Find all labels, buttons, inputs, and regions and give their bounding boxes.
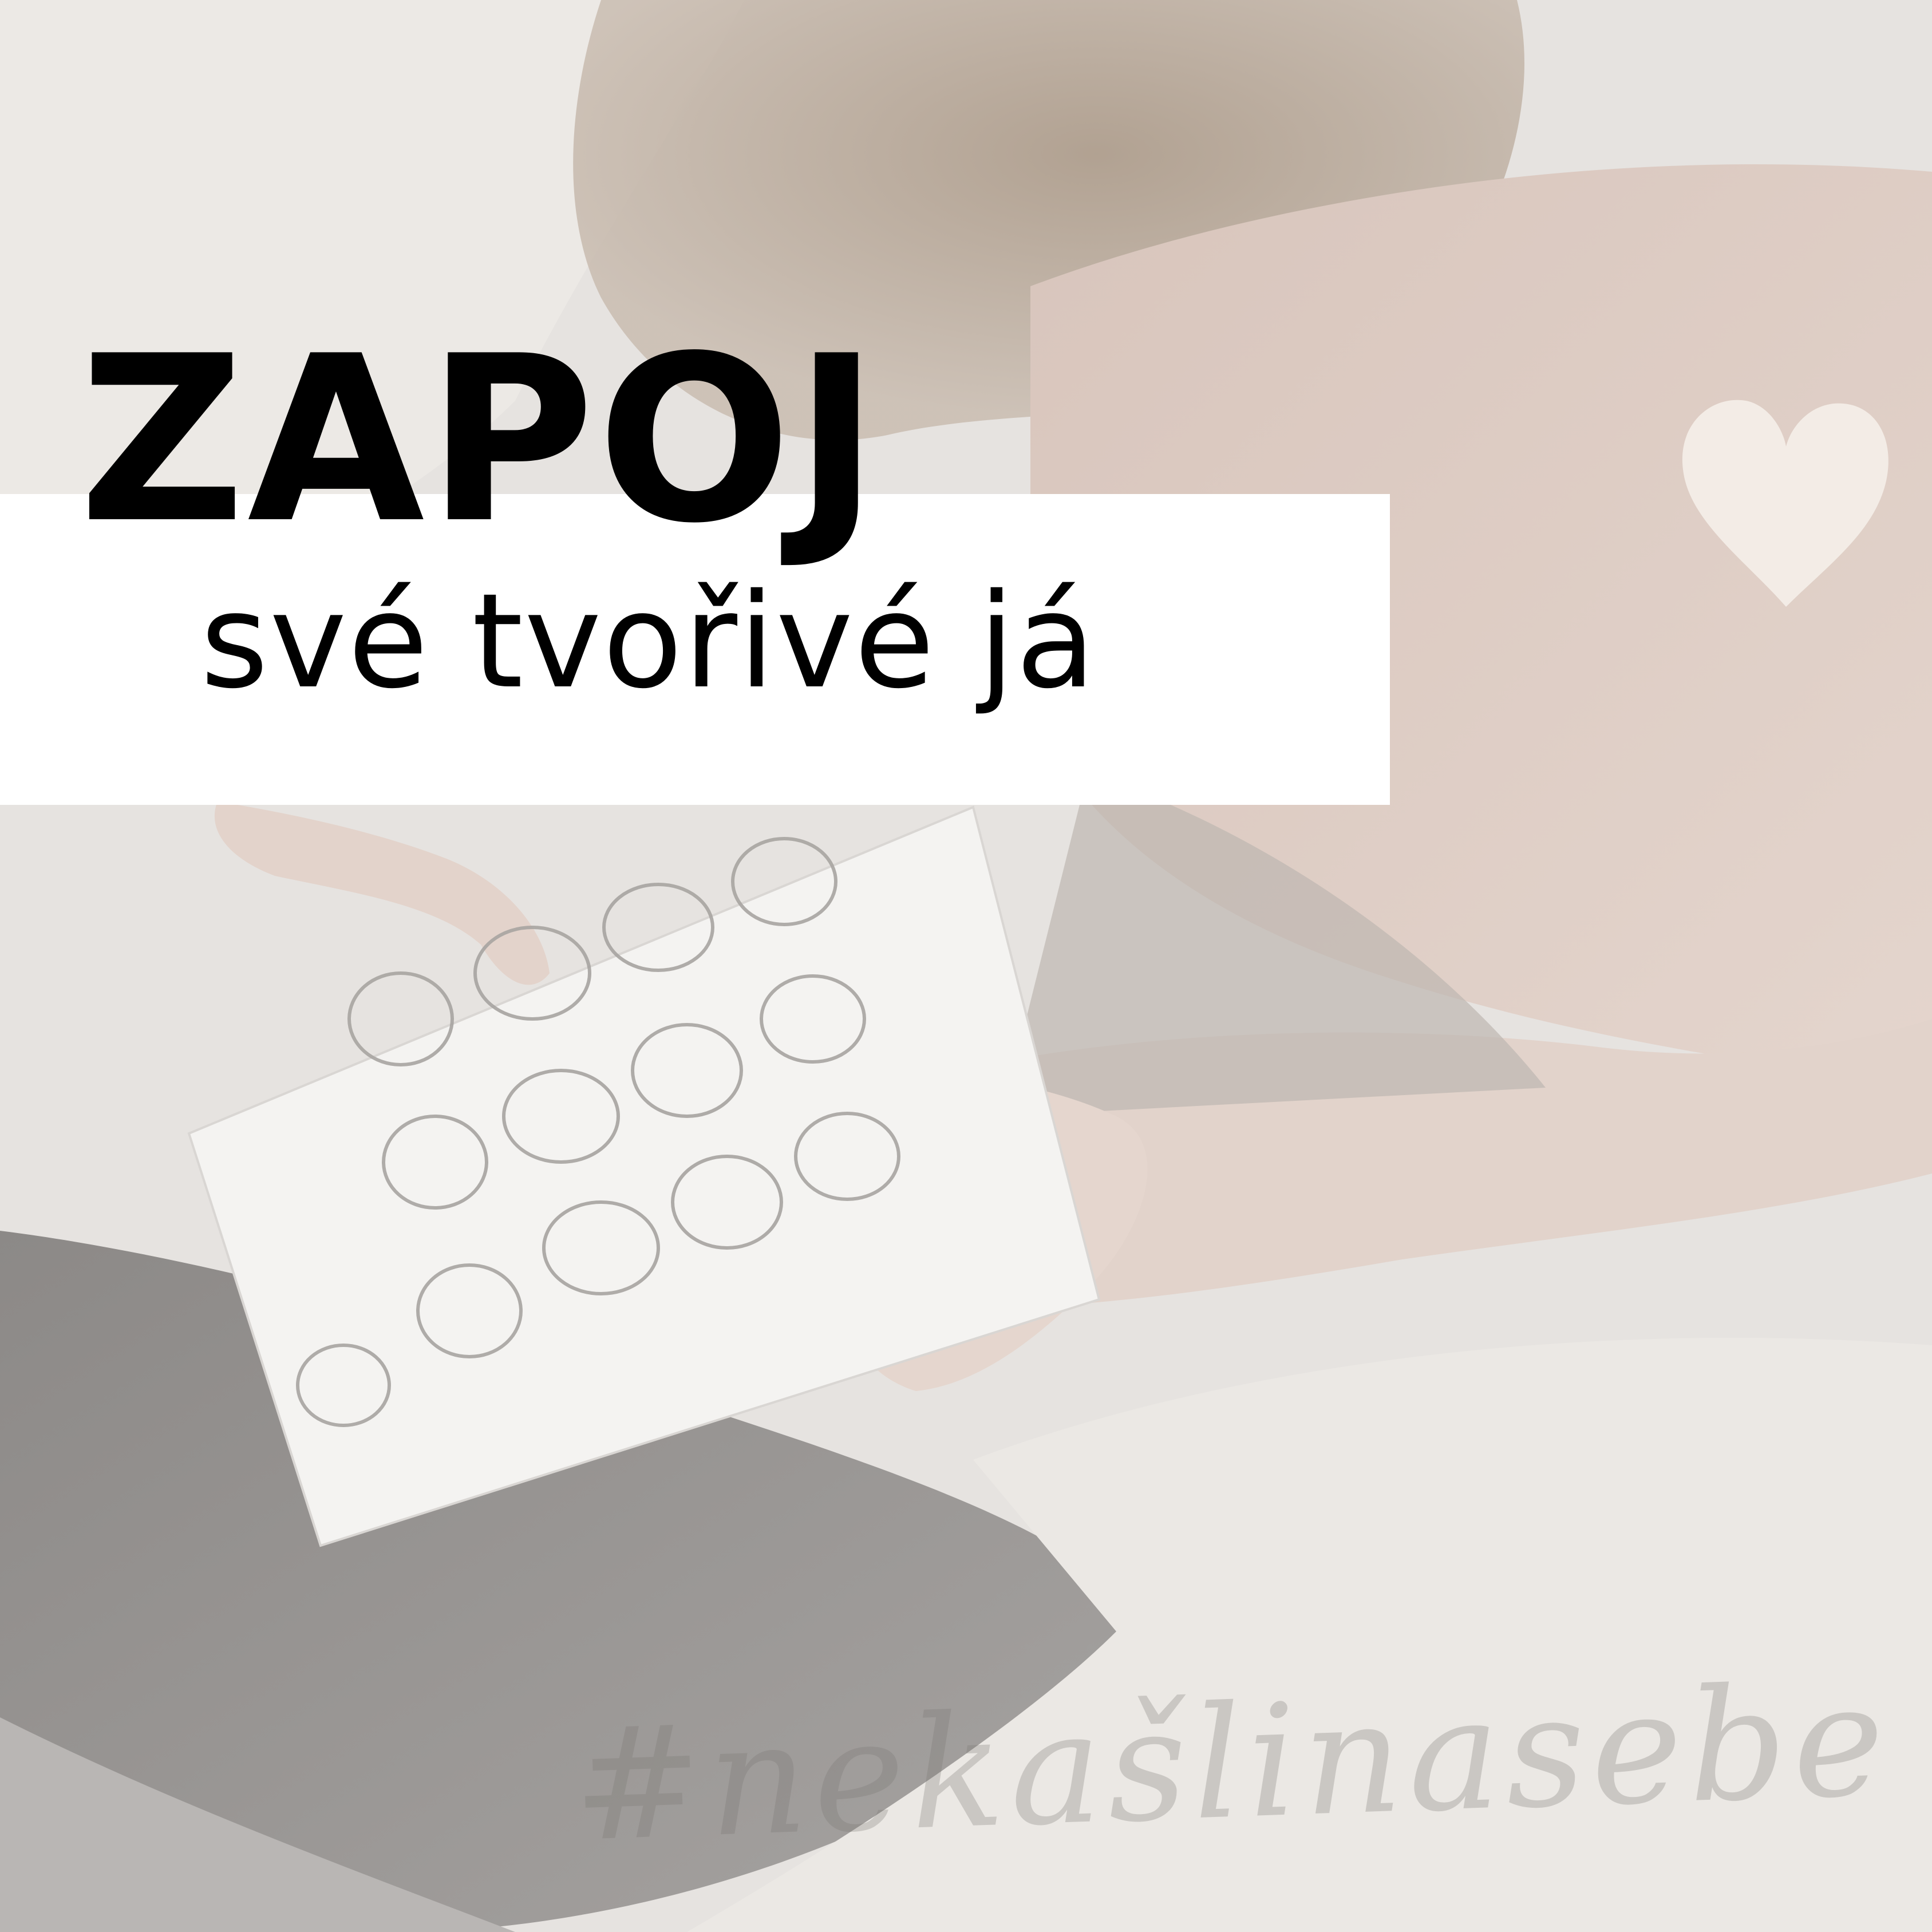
headline-subtitle: své tvořivé já — [200, 565, 1097, 717]
hashtag-watermark: #nekašlinasebe — [570, 1649, 1893, 1876]
headline-title: ZAPOJ — [79, 307, 882, 574]
heart-icon — [1677, 389, 1895, 613]
